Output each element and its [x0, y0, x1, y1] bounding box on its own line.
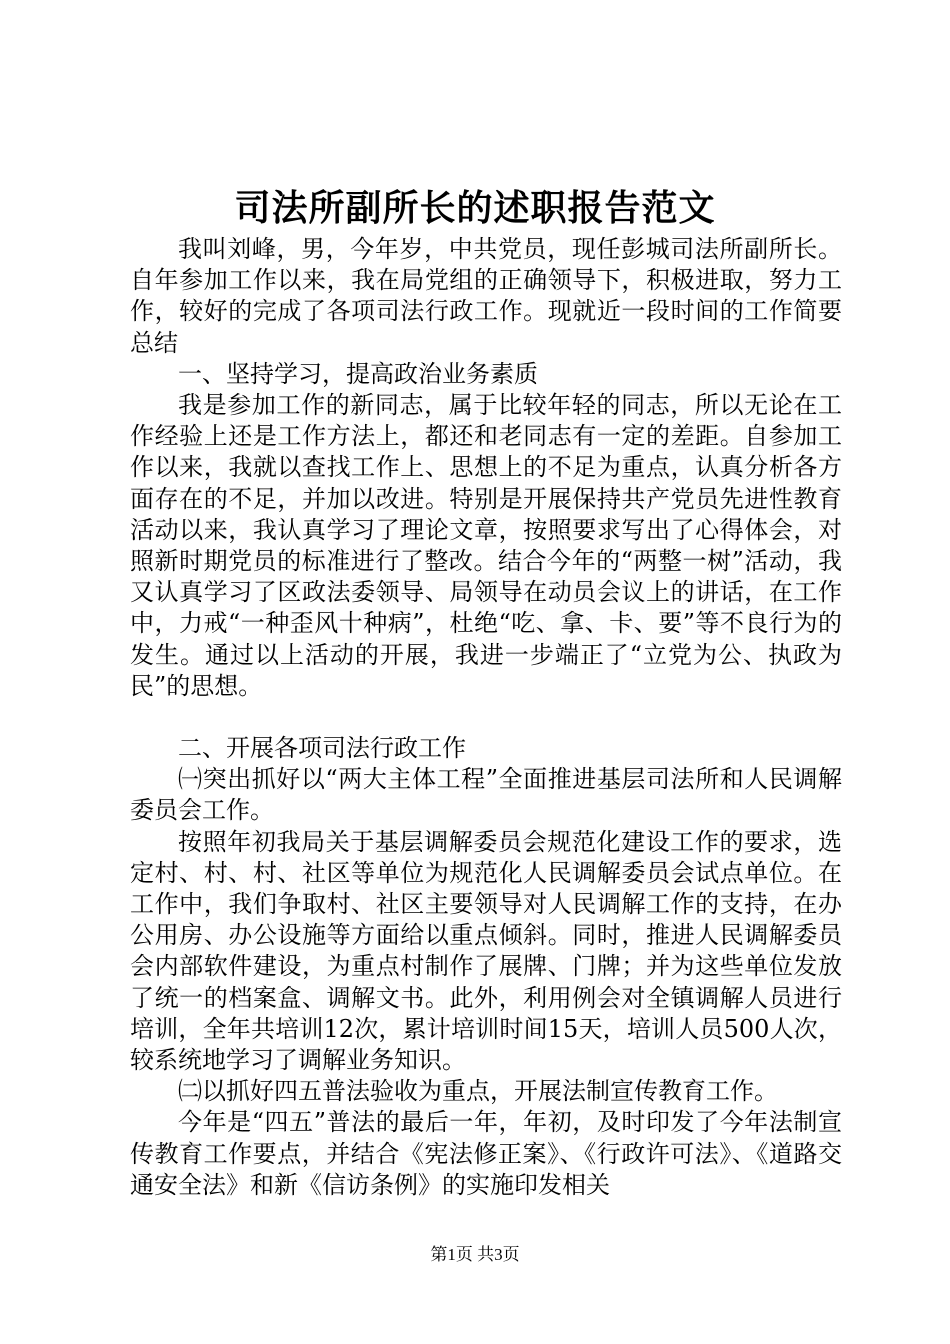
blank-line: [130, 702, 842, 733]
subheading-2: ㈡以抓好四五普法验收为重点，开展法制宣传教育工作。: [178, 1077, 778, 1106]
subheading-1: ㈠突出抓好以“两大主体工程”全面推进基层司法所和人民调解委员会工作。: [130, 765, 842, 825]
document-title: 司法所副所长的述职报告范文: [234, 187, 716, 229]
legal-education-paragraph: 今年是“四五”普法的最后一年，年初，及时印发了今年法制宣传教育工作要点，并结合《宪法修正案》、《行政许可法》、《道路交通安全法》和新《信访条例》的实施印发相关: [130, 1108, 842, 1199]
intro-paragraph: 我叫刘峰，男，今年岁，中共党员，现任彭城司法所副所长。自年参加工作以来，我在局党组的正确领导下，积极进取，努力工作，较好的完成了各项司法行政工作。现就近一段时间的工作简要总结: [130, 235, 842, 357]
study-paragraph: 我是参加工作的新同志，属于比较年轻的同志，所以无论在工作经验上还是工作方法上，都还和老同志有一定的差距。自参加工作以来，我就以查找工作上、思想上的不足为重点，认真分析各方面存在的不足，并加以改进。特别是开展保持共产党员先进性教育活动以来，我认真学习了理论文章，按照要求写出了心得体会，对照新时期党员的标准进行了整改。结合今年的“两整一树”活动，我又认真学习了区政法委领导、局领导在动员会议上的讲话，在工作中，力戒“一种歪风十种病”，杜绝“吃、拿、卡、要”等不良行为的发生。通过以上活动的开展，我进一步端正了“立党为公、执政为民”的思想。: [130, 391, 842, 700]
document-body: [130, 234, 842, 1201]
page-footer: 第1页 共3页: [430, 1245, 520, 1264]
section-heading-1: 一、坚持学习，提高政治业务素质: [178, 359, 538, 388]
mediation-paragraph: 按照年初我局关于基层调解委员会规范化建设工作的要求，选定村、村、村、社区等单位为规范化人民调解委员会试点单位。在工作中，我们争取村、社区主要领导对人民调解工作的支持，在办公用房、办公设施等方面给以重点倾斜。同时，推进人民调解委员会内部软件建设，为重点村制作了展牌、门牌；并为这些单位发放了统一的档案盒、调解文书。此外，利用例会对全镇调解人员进行培训，全年共培训12次，累计培训时间15天，培训人员500人次，较系统地学习了调解业务知识。: [130, 827, 842, 1075]
section-heading-2: 二、开展各项司法行政工作: [178, 734, 466, 763]
